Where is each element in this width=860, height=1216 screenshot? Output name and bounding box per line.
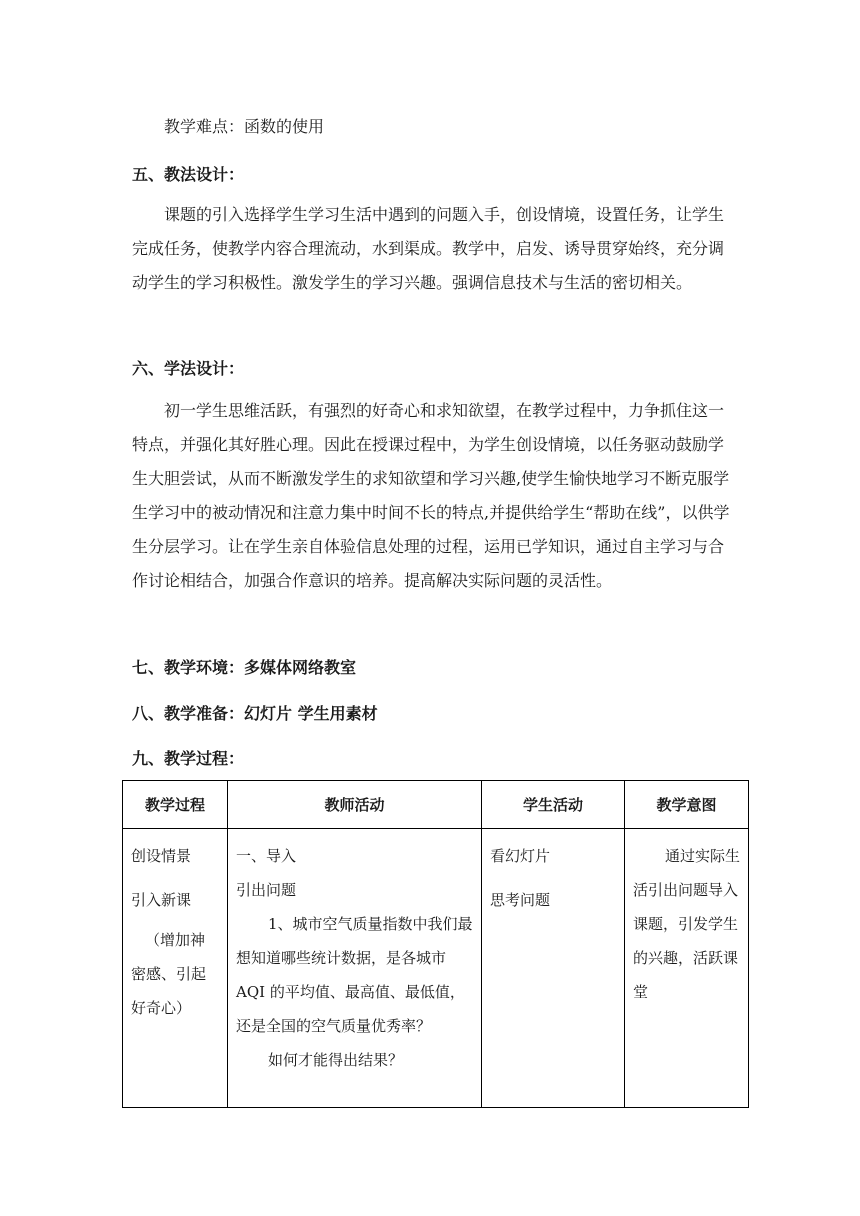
header-student-activity: 学生活动	[482, 781, 625, 829]
teaching-process-table	[122, 780, 749, 1108]
section-9-heading: 九、教学过程：	[132, 749, 245, 768]
cell-student-activity	[482, 829, 625, 1108]
cell-teacher-activity	[228, 829, 482, 1108]
section-8-heading: 八、教学准备：幻灯片 学生用素材	[132, 704, 378, 723]
process-line-2: 引入新课	[131, 891, 192, 909]
table-header-row	[123, 781, 749, 829]
header-process: 教学过程	[123, 781, 228, 829]
student-line-2: 思考问题	[490, 891, 551, 909]
process-line-1: 创设情景	[131, 847, 192, 865]
teacher-line-2: 引出问题	[236, 881, 297, 899]
teacher-line-4: 如何才能得出结果？	[268, 1051, 404, 1069]
process-line-3: （增加神密感、引起好奇心）	[131, 931, 207, 1017]
teaching-difficulty: 教学难点：函数的使用	[164, 117, 325, 136]
cell-process	[123, 829, 228, 1108]
header-teaching-intent: 教学意图	[625, 781, 749, 829]
table-row	[123, 829, 749, 1108]
header-teacher-activity: 教师活动	[228, 781, 482, 829]
section-6-body: 初一学生思维活跃，有强烈的好奇心和求知欲望，在教学过程中，力争抓住这一特点，并强化其好胜心理。因此在授课过程中，为学生创设情境，以任务驱动鼓励学生大胆尝试，从而不断激发学生的求知欲望和学习兴趣,使学生愉快地学习不断克服学生学习中的被动情况和注意力集中时间不长的特点,并提供给学生“帮助在线”，以供学生分层学习。让在学生亲自体验信息处理的过程，运用已学知识，通过自主学习与合作讨论相结合，加强合作意识的培养。提高解决实际问题的灵活性。	[132, 401, 730, 590]
section-6-heading: 六、学法设计：	[132, 359, 245, 378]
teacher-line-3: 1、城市空气质量指数中我们最想知道哪些统计数据，是各城市 AQI 的平均值、最高值、最低值，还是全国的空气质量优秀率？	[236, 915, 473, 1035]
cell-teaching-intent	[625, 829, 749, 1108]
intent-text: 通过实际生活引出问题导入课题，引发学生的兴趣，活跃课堂	[633, 847, 741, 1001]
section-5-body: 课题的引入选择学生学习生活中遇到的问题入手，创设情境，设置任务，让学生完成任务，使教学内容合理流动，水到渠成。教学中，启发、诱导贯穿始终，充分调动学生的学习积极性。激发学生的学习兴趣。强调信息技术与生活的密切相关。	[132, 205, 725, 292]
section-7-heading: 七、教学环境：多媒体网络教室	[132, 658, 357, 677]
teacher-line-1: 一、导入	[236, 847, 297, 865]
section-5-heading: 五、教法设计：	[132, 165, 245, 184]
student-line-1: 看幻灯片	[490, 847, 551, 865]
